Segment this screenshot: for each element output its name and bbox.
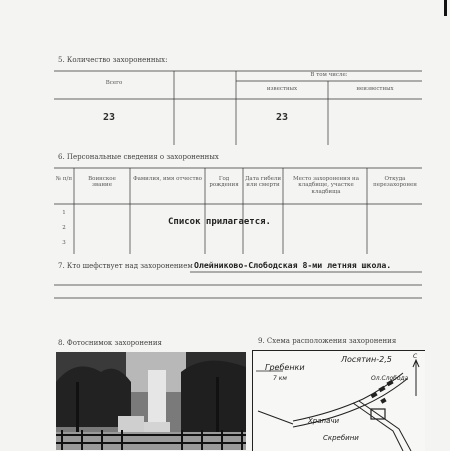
total-value: 23 — [102, 112, 116, 123]
map-label-ol-sloboda: Ол.Слобода — [371, 375, 409, 382]
col-reburied-from-header: Откуда перезахоронен — [373, 176, 417, 189]
col-rank-header: Воинское звание — [88, 176, 116, 189]
map-label-khrapachi: Храпачи — [308, 417, 340, 425]
patron-value: Олейниково-Слободская 8-ми летняя школа. — [194, 260, 392, 270]
grave-photo-drawing — [56, 352, 246, 450]
section6-heading: 6. Персональные сведения о захороненных — [58, 153, 219, 161]
col-number-header: № п/п — [55, 176, 73, 182]
row-number-3: 3 — [62, 240, 66, 246]
map-label-grebenki: Гребенки — [265, 363, 305, 372]
map-label-distance: 7 км — [273, 375, 287, 382]
col-including-header: В том числе: — [310, 72, 348, 78]
col-known-header: известных — [266, 86, 298, 92]
map-label-skrebini: Скребини — [323, 434, 359, 442]
section7-label: 7. Кто шефствует над захоронением — [58, 262, 193, 270]
known-value: 23 — [275, 112, 289, 123]
col-death-date-header: Дата гибели или смерти — [244, 176, 282, 189]
section8-heading: 8. Фотоснимок захоронения — [58, 339, 162, 347]
north-letter: С — [413, 353, 418, 360]
col-name-header: Фамилия, имя отчество — [133, 176, 202, 182]
location-scheme — [252, 350, 425, 451]
col-unknown-header: неизвестных — [356, 86, 394, 92]
row-number-2: 2 — [62, 225, 66, 231]
list-attached-note: Список прилагается. — [168, 217, 271, 227]
grave-photo — [56, 352, 246, 450]
map-label-losyatyn: Лосятин-2,5 — [341, 355, 392, 364]
col-total-header: Всего — [105, 80, 123, 86]
col-birth-year-header: Год рождения — [209, 176, 239, 189]
section5-heading: 5. Количество захороненных: — [58, 56, 168, 64]
section9-heading: 9. Схема расположения захоронения — [258, 337, 397, 345]
col-burial-place-header: Место захоронения на кладбище, участке кладбища — [292, 176, 359, 195]
row-number-1: 1 — [62, 210, 66, 216]
